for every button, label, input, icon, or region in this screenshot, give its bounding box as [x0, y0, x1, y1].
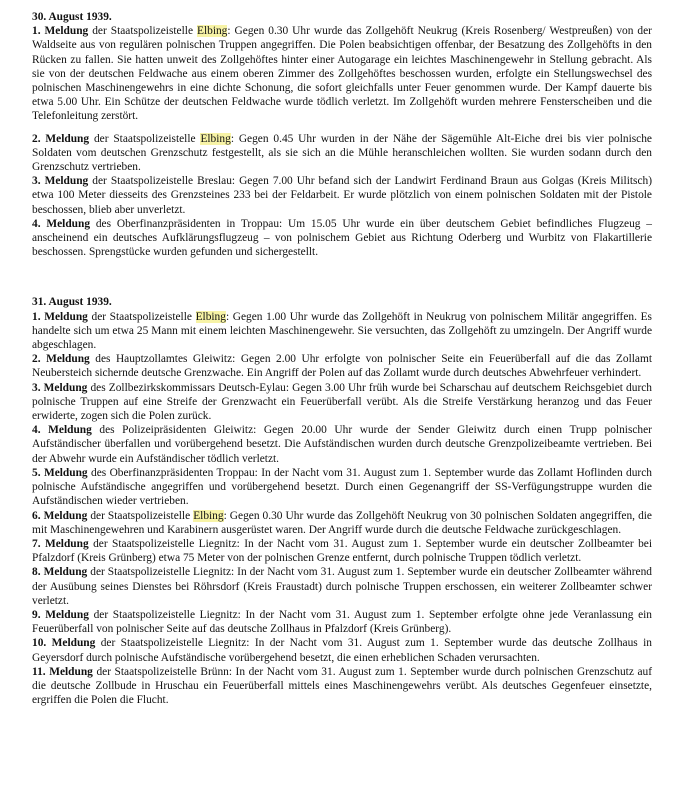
entry-text: : Gegen 0.30 Uhr wurde das Zollgehöft Neukrug (Kreis Rosenberg/ Westpreußen) von der Waldseite aus von regulären polnischen Truppen angegriffen. Die Polen beabsichtigen offenbar, der Besatzung des Zollgehöfts in den Rücken zu fallen. Sie hatten unweit des Zollgehöftes hinter einer Autogarage ein leichtes Maschinengewehr in Stellung gebracht. Als sie von der deutschen Feldwache aus einem oberen Zimmer des Zollgehöftes beschossen wurden, erfolgte ein Stellungswechsel des polnischen Maschinengewehrs in eine dichte Schonung, die sofort gleichfalls unter Feuer genommen wurde. Der Kampf dauerte bis etwa 5.00 Uhr. Ein Schütze der deutschen Feldwache wurde tödlich verletzt. Im Zollgehöft wurden mehrere Fensterscheiben und die Telefonleitung zerstört.: [32, 25, 652, 123]
section-31-august: [32, 295, 652, 707]
highlighted-place: Elbing: [193, 509, 224, 522]
highlighted-place: Elbing: [197, 25, 228, 38]
entry-text: der Staatspolizeistelle Liegnitz: In der Nacht vom 31. August zum 1. September wurde ein deutscher Zollbeamter während der Ausübung seines Dienstes bei Röhrsdorf (Kreis Fraustadt) durch polnische Truppen erschossen, ein weiterer Zollbeamter schwer verletzt.: [32, 566, 652, 607]
section-date: 31. August 1939.: [32, 296, 112, 309]
entry-text: des Oberfinanzpräsidenten in Troppau: Um 15.05 Uhr wurde ein über deutschem Gebiet befindliches Flugzeug – anscheinend ein deutsches Aufklärungsflugzeug – von polnischem Gebiet aus Richtung Oderberg und Wurbitz von Flakartillerie beschossen. Sprengstücke wurden gefunden und sichergestellt.: [32, 217, 652, 259]
entry-text: des Hauptzollamtes Gleiwitz: Gegen 2.00 Uhr erfolgte von polnischer Seite ein Feuerüberfall auf die das Zollamt Neubersteich sichernde deutsche Grenzwache. Ein Angriff der Polen auf das Zollamt wurde durch deutsches Abwehrfeuer verhindert.: [32, 353, 652, 380]
entry-prefix: der Staatspolizeistelle: [91, 310, 192, 323]
entry-keyword: Meldung: [44, 310, 88, 323]
entry-text: des Polizeipräsidenten Gleiwitz: Gegen 20.00 Uhr wurde der Sender Gleiwitz durch einen Trupp polnischer Aufständischer überfallen und vorübergehend besetzt. Die Aufständischen wurden durch deutsche Grenzpolizeibeamte vertrieben. Bei der Abwehr wurde ein Aufständischer tödlich verletzt.: [32, 424, 652, 465]
entry-keyword: Meldung: [46, 353, 90, 366]
entry-number: 10.: [32, 637, 47, 650]
section-date: 30. August 1939.: [32, 11, 112, 23]
entry-number: 5.: [32, 466, 41, 479]
entry-number: 11.: [32, 665, 46, 678]
entry-text: : Gegen 0.30 Uhr wurde das Zollgehöft Neukrug von 30 polnischen Soldaten angegriffen, die mit Maschinengewehren und Karabinern ausgerüstet waren. Der Angriff wurde durch die deutsche Feldwache zurückgeschlagen.: [32, 509, 652, 536]
report-entry: [32, 509, 652, 537]
report-entry: [32, 608, 652, 636]
entry-number: 4.: [32, 424, 41, 437]
entry-text: der Staatspolizeistelle Breslau: Gegen 7.00 Uhr befand sich der Landwirt Ferdinand Braun aus Golgas (Kreis Militsch) etwa 100 Meter diesseits des Grenzsteines 233 bei der Feldarbeit. Er wurde plötzlich von einem polnischen Soldaten mit der Pistole beschossen, blieb aber unverletzt.: [32, 175, 652, 216]
entry-text: der Staatspolizeistelle Liegnitz: In der Nacht vom 31. August zum 1. September erfolgte ohne jede Veranlassung ein Feuerüberfall von polnischer Seite auf das deutsche Zollhaus in Pfalzdorf (Kreis Grünberg).: [32, 608, 652, 636]
entry-text: der Staatspolizeistelle Liegnitz: In der Nacht vom 31. August zum 1. September wurde das deutsche Zollhaus in Geyersdorf durch polnische Aufständische vorübergehend besetzt, die einen erheblichen Schaden verursachten.: [32, 637, 652, 664]
entry-keyword: Meldung: [43, 381, 88, 394]
entry-keyword: Meldung: [45, 608, 89, 621]
report-entry: [32, 665, 652, 708]
entry-number: 1.: [32, 310, 41, 323]
entry-number: 6.: [32, 509, 41, 522]
report-entry: [32, 423, 652, 466]
section-30-august: [32, 10, 652, 259]
entry-text: : Gegen 0.45 Uhr wurden in der Nähe der Sägemühle Alt-Eiche drei bis vier polnische Soldaten vom deutschen Grenzschutz festgestellt, als sie sich an die Mühle heranschleichen wollten. Sie wurden sodann durch den Grenzschutz vertrieben.: [32, 132, 652, 174]
entry-keyword: Meldung: [44, 537, 89, 550]
entry-number: 3.: [32, 381, 41, 394]
report-entry: [32, 466, 652, 509]
entry-keyword: Meldung: [51, 637, 96, 650]
report-entry: [32, 381, 652, 424]
report-entry: [32, 310, 652, 353]
entry-number: 2.: [32, 132, 41, 145]
entry-number: 2.: [32, 353, 41, 366]
entry-number: 3.: [32, 175, 41, 188]
entry-text: : Gegen 1.00 Uhr wurde das Zollgehöft in Neukrug von polnischem Militär angegriffen. Es handelte sich um etwa 25 Mann mit einem leichten Maschinengewehr. Sie versuchten, das Zollgehöft zu umzingeln. Der Angriff wurde abgeschlagen.: [32, 310, 652, 352]
highlighted-place: Elbing: [200, 132, 231, 145]
report-entry: [32, 217, 652, 260]
entry-text: des Oberfinanzpräsidenten Troppau: In der Nacht vom 31. August zum 1. September wurde das Zollamt Hoflinden durch polnische Aufständische angegriffen und vorübergehend besetzt. Durch einen Gegenangriff der SS-Verfügungstruppe wurden die Aufständischen wieder vertrieben.: [32, 466, 652, 508]
report-entry: [32, 537, 652, 565]
entry-text: des Zollbezirkskommissars Deutsch-Eylau: Gegen 3.00 Uhr früh wurde bei Scharschau auf deutschem Reichsgebiet durch polnische Truppen auf eine Streife der Grenzwacht ein Feuerüberfall verübt. Als die Streife Verstärkung heranzog und das Feuer erwiderte, zogen sich die Polen zurück.: [32, 381, 652, 423]
entry-keyword: Meldung: [44, 25, 89, 38]
entry-keyword: Meldung: [43, 509, 88, 522]
entry-number: 7.: [32, 537, 41, 550]
entry-number: 8.: [32, 566, 41, 579]
entry-keyword: Meldung: [48, 424, 92, 437]
entry-prefix: der Staatspolizeistelle: [92, 25, 193, 38]
entry-text: der Staatspolizeistelle Brünn: In der Nacht vom 31. August zum 1. September wurde durch polnischen Grenzschutz auf die deutsche Zollbude in Hruschau ein Feuerüberfall mittels eines Maschinengewehrs verübt. Als deutsches Gegenfeuer einsetzte, ergriffen die Polen die Flucht.: [32, 665, 652, 707]
entry-keyword: Meldung: [43, 466, 88, 479]
entry-keyword: Meldung: [44, 175, 89, 188]
entry-prefix: der Staatspolizeistelle: [90, 509, 191, 522]
report-entry: [32, 174, 652, 217]
entry-keyword: Meldung: [46, 217, 91, 230]
entry-keyword: Meldung: [43, 566, 88, 579]
report-entry: [32, 24, 652, 123]
entry-keyword: Meldung: [49, 665, 93, 678]
entry-prefix: der Staatspolizeistelle: [93, 132, 196, 145]
report-entry: [32, 132, 652, 175]
report-entry: [32, 352, 652, 380]
entry-text: der Staatspolizeistelle Liegnitz: In der Nacht vom 31. August zum 1. September wurde ein deutscher Zollbeamter bei Pfalzdorf (Kreis Grünberg) etwa 75 Meter von der polnischen Grenze entfernt, durch polnische Truppen tödlich verletzt.: [32, 537, 652, 565]
entry-number: 1.: [32, 25, 41, 38]
report-entry: [32, 565, 652, 608]
highlighted-place: Elbing: [195, 310, 226, 323]
report-entry: [32, 636, 652, 664]
entry-number: 9.: [32, 608, 41, 621]
entry-keyword: Meldung: [45, 132, 90, 145]
entry-number: 4.: [32, 217, 41, 230]
